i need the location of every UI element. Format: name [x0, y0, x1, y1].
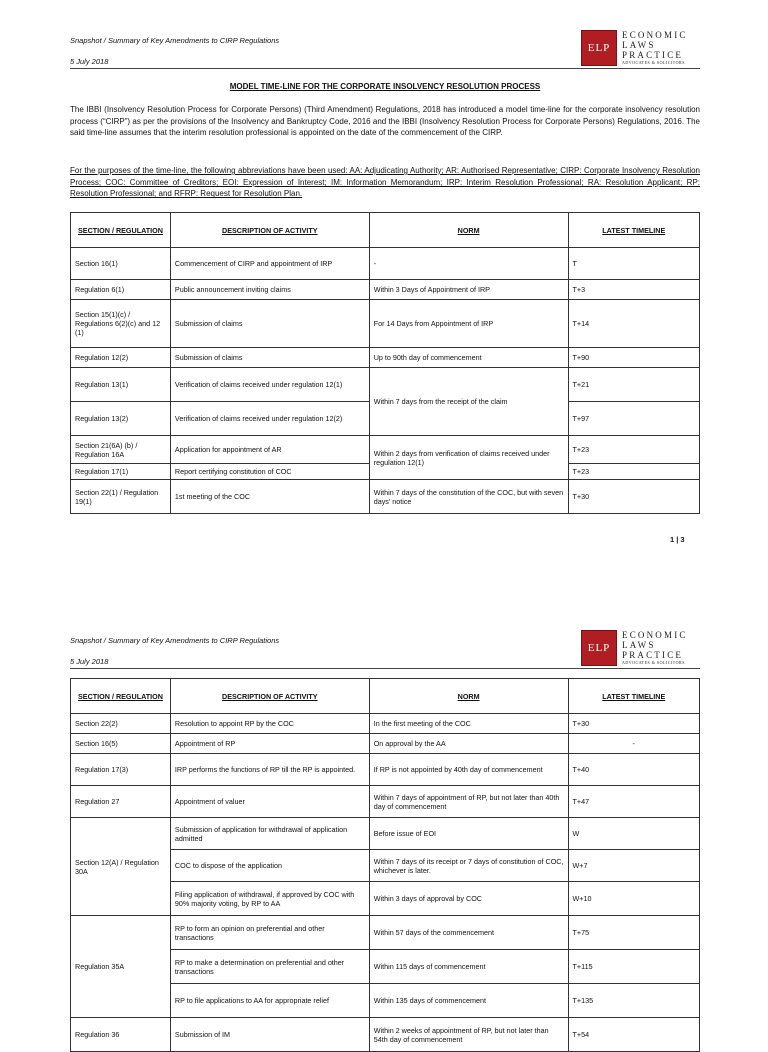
cell-timeline: T+3: [568, 280, 699, 300]
elp-logo: [581, 630, 711, 666]
cell-norm: Within 7 days of appointment of RP, but not later than 40th day of commencement: [369, 786, 568, 818]
cell-norm: Within 115 days of commencement: [369, 950, 568, 984]
table-row: [71, 714, 700, 734]
cell-section: Section 22(1) / Regulation 19(1): [71, 480, 171, 514]
cell-activity: RP to file applications to AA for appropriate relief: [170, 984, 369, 1018]
cell-timeline: T+115: [568, 950, 699, 984]
table-header-row: [71, 213, 700, 248]
cell-norm: Before issue of EOI: [369, 818, 568, 850]
cell-timeline: T+40: [568, 754, 699, 786]
table-row: [71, 300, 700, 348]
cell-timeline: W: [568, 818, 699, 850]
cell-timeline: T+21: [568, 368, 699, 402]
cell-activity: Submission of application for withdrawal of application admitted: [170, 818, 369, 850]
header-rule: [70, 668, 700, 669]
cell-norm: Within 135 days of commencement: [369, 984, 568, 1018]
cell-timeline: T+23: [568, 464, 699, 480]
abbreviations-paragraph: For the purposes of the time-line, the following abbreviations have been used: AA: Adjudicating Authority; AR: Authorised Representative; CIRP: Corporate Insolvency Resolution Process; COC: Committee of Creditors; EOI: Expression of Interest; IM: Information Memorandum; IRP: Interim Resolution Professional; RA: Resolution Applicant; RP: Resolution Professional; and RFRP: Request for Resolution Plan.: [70, 166, 700, 199]
cell-activity: Submission of claims: [170, 300, 369, 348]
cell-activity: Verification of claims received under regulation 12(1): [170, 368, 369, 402]
logo-initials: ELP: [581, 630, 617, 666]
cell-activity: Appointment of valuer: [170, 786, 369, 818]
table-row: [71, 916, 700, 950]
logo-tagline: ADVOCATES & SOLICITORS: [622, 660, 685, 665]
logo-wordmark: [622, 30, 688, 65]
table-row: [71, 786, 700, 818]
table-row: [71, 348, 700, 368]
cell-timeline: T: [568, 248, 699, 280]
cell-section: Section 12(A) / Regulation 30A: [71, 818, 171, 916]
cell-timeline: T+90: [568, 348, 699, 368]
logo-line-1: ECONOMIC: [622, 630, 688, 640]
cell-timeline: -: [568, 734, 699, 754]
column-header-norm: NORM: [369, 213, 568, 248]
cell-activity: Public announcement inviting claims: [170, 280, 369, 300]
table-row: [71, 436, 700, 464]
cell-section: Regulation 17(3): [71, 754, 171, 786]
cell-timeline: T+14: [568, 300, 699, 348]
logo-tagline: ADVOCATES & SOLICITORS: [622, 60, 685, 65]
cell-norm: In the first meeting of the COC: [369, 714, 568, 734]
cell-norm: Within 7 days of its receipt or 7 days of constitution of COC, whichever is later.: [369, 850, 568, 882]
cell-activity: Filing application of withdrawal, if approved by COC with 90% majority voting, by RP to AA: [170, 882, 369, 916]
cell-timeline: W+7: [568, 850, 699, 882]
header-rule: [70, 68, 700, 69]
cell-activity: Verification of claims received under regulation 12(2): [170, 402, 369, 436]
cell-norm: Within 3 Days of Appointment of IRP: [369, 280, 568, 300]
document-page-2: [0, 600, 768, 1044]
cell-activity: 1st meeting of the COC: [170, 480, 369, 514]
table-row: [71, 248, 700, 280]
document-title: MODEL TIME-LINE FOR THE CORPORATE INSOLVENCY RESOLUTION PROCESS: [229, 82, 541, 91]
page-gap: [0, 572, 768, 600]
cell-norm: Within 57 days of the commencement: [369, 916, 568, 950]
logo-wordmark: [622, 630, 688, 665]
cell-section: Section 22(2): [71, 714, 171, 734]
table-row: [71, 368, 700, 402]
cell-section: Regulation 13(2): [71, 402, 171, 436]
cell-section: Regulation 17(1): [71, 464, 171, 480]
table-row: [71, 280, 700, 300]
page-number: 1 | 3: [670, 535, 685, 544]
logo-line-3: PRACTICE: [622, 650, 684, 660]
timeline-table-page-2: [70, 678, 700, 1052]
cell-section: Regulation 36: [71, 1018, 171, 1052]
running-header-title: Snapshot / Summary of Key Amendments to CIRP Regulations: [70, 636, 280, 645]
cell-timeline: T+23: [568, 436, 699, 464]
cell-timeline: W+10: [568, 882, 699, 916]
logo-line-3: PRACTICE: [622, 50, 684, 60]
cell-section: Section 15(1)(c) / Regulations 6(2)(c) and 12 (1): [71, 300, 171, 348]
table-row: [71, 754, 700, 786]
logo-line-2: LAWS: [622, 640, 656, 650]
cell-norm: Within 3 days of approval by COC: [369, 882, 568, 916]
column-header-norm: NORM: [369, 679, 568, 714]
cell-section: Section 16(1): [71, 248, 171, 280]
cell-section: Regulation 27: [71, 786, 171, 818]
cell-norm: On approval by the AA: [369, 734, 568, 754]
column-header-section: SECTION / REGULATION: [71, 679, 171, 714]
cell-activity: Appointment of RP: [170, 734, 369, 754]
cell-section: Regulation 13(1): [71, 368, 171, 402]
cell-norm: Within 7 days of the constitution of the COC, but with seven days’ notice: [369, 480, 568, 514]
cell-norm: For 14 Days from Appointment of IRP: [369, 300, 568, 348]
cell-section: Section 16(5): [71, 734, 171, 754]
cell-timeline: T+75: [568, 916, 699, 950]
cell-activity: RP to make a determination on preferential and other transactions: [170, 950, 369, 984]
running-header-date: 5 July 2018: [70, 657, 109, 666]
logo-line-2: LAWS: [622, 40, 656, 50]
cell-activity: IRP performs the functions of RP till the RP is appointed.: [170, 754, 369, 786]
cell-norm: -: [369, 248, 568, 280]
cell-section: Regulation 35A: [71, 916, 171, 1018]
cell-activity: Application for appointment of AR: [170, 436, 369, 464]
cell-activity: Report certifying constitution of COC: [170, 464, 369, 480]
table-row: [71, 734, 700, 754]
running-header-date: 5 July 2018: [70, 57, 109, 66]
column-header-activity: DESCRIPTION OF ACTIVITY: [170, 213, 369, 248]
intro-paragraph: The IBBI (Insolvency Resolution Process for Corporate Persons) (Third Amendment) Regulations, 2018 has introduced a model time-line for the corporate insolvency resolution process (“CIRP”) as per the provisions of the Insolvency and Bankruptcy Code, 2016 and the IBBI (Insolvency Resolution Process for Corporate Persons) Regulations, 2016. The said time-line assumes that the interim resolution professional is appointed on the date of the commencement of the CIRP.: [70, 105, 700, 138]
cell-timeline: T+47: [568, 786, 699, 818]
table-row: [71, 480, 700, 514]
column-header-timeline: LATEST TIMELINE: [568, 679, 699, 714]
cell-section: Regulation 12(2): [71, 348, 171, 368]
column-header-activity: DESCRIPTION OF ACTIVITY: [170, 679, 369, 714]
cell-activity: Submission of claims: [170, 348, 369, 368]
cell-section: Regulation 6(1): [71, 280, 171, 300]
cell-activity: Resolution to appoint RP by the COC: [170, 714, 369, 734]
table-header-row: [71, 679, 700, 714]
cell-activity: Commencement of CIRP and appointment of IRP: [170, 248, 369, 280]
cell-section: Section 21(6A) (b) / Regulation 16A: [71, 436, 171, 464]
cell-activity: COC to dispose of the application: [170, 850, 369, 882]
cell-activity: Submission of IM: [170, 1018, 369, 1052]
cell-timeline: T+54: [568, 1018, 699, 1052]
table-row: [71, 818, 700, 850]
timeline-table-page-1: [70, 212, 700, 514]
cell-timeline: T+135: [568, 984, 699, 1018]
cell-norm: If RP is not appointed by 40th day of commencement: [369, 754, 568, 786]
cell-activity: RP to form an opinion on preferential and other transactions: [170, 916, 369, 950]
logo-line-1: ECONOMIC: [622, 30, 688, 40]
cell-timeline: T+30: [568, 480, 699, 514]
cell-timeline: T+97: [568, 402, 699, 436]
cell-norm: Up to 90th day of commencement: [369, 348, 568, 368]
elp-logo: [581, 30, 711, 66]
column-header-timeline: LATEST TIMELINE: [568, 213, 699, 248]
cell-norm: Within 7 days from the receipt of the claim: [369, 368, 568, 436]
cell-norm: Within 2 days from verification of claims received under regulation 12(1): [369, 436, 568, 480]
cell-timeline: T+30: [568, 714, 699, 734]
logo-initials: ELP: [581, 30, 617, 66]
cell-norm: Within 2 weeks of appointment of RP, but not later than 54th day of commencement: [369, 1018, 568, 1052]
running-header-title: Snapshot / Summary of Key Amendments to CIRP Regulations: [70, 36, 280, 45]
column-header-section: SECTION / REGULATION: [71, 213, 171, 248]
table-row: [71, 1018, 700, 1052]
